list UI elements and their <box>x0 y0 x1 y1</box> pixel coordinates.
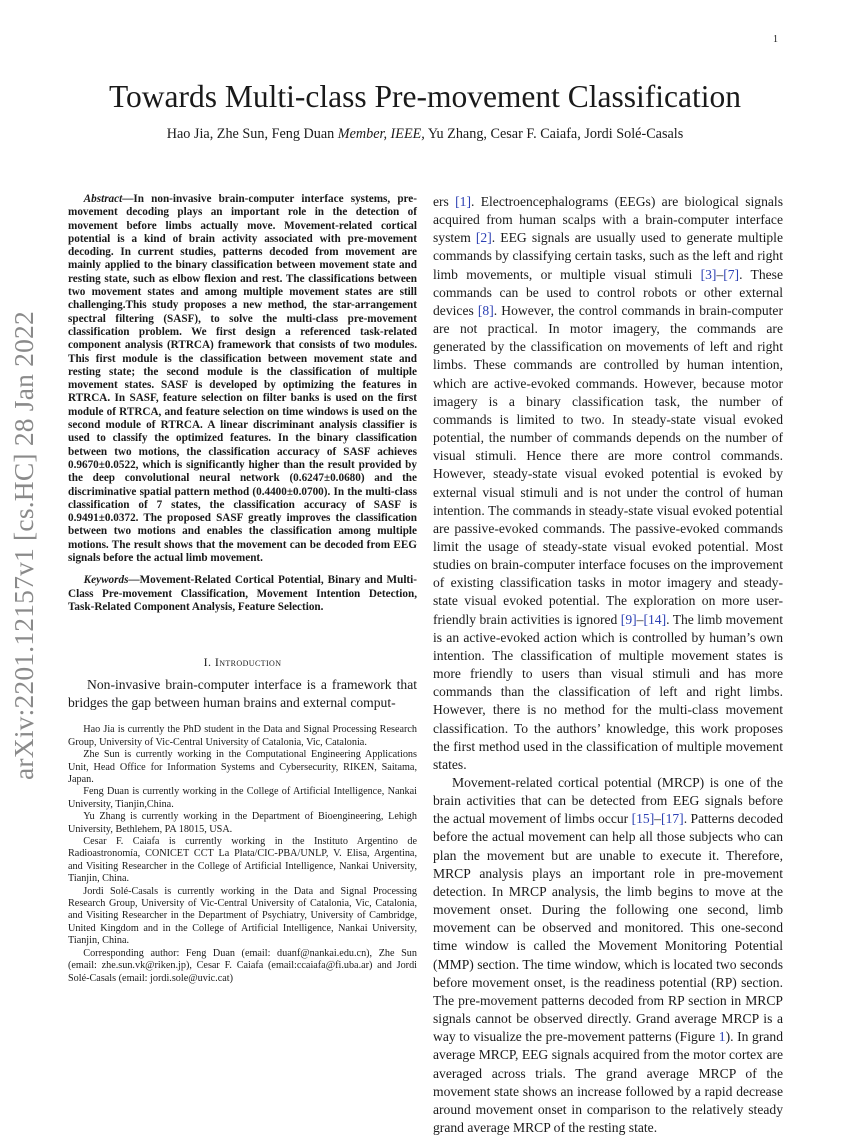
intro-paragraph-start: Non-invasive brain-computer interface is a framework that bridges the gap between human brains and external comput- <box>68 677 417 711</box>
body-paragraph-2 <box>433 774 783 1137</box>
citation-link[interactable]: [9] <box>620 611 637 627</box>
footnote-item: Yu Zhang is currently working in the Department of Bioengineering, Lehigh University, Bethlehem, PA 18015, USA. <box>68 811 417 835</box>
text-run: . Electroencephalograms (EEGs) are biological signals acquired from human scalps with a brain-computer interface system <box>433 194 783 246</box>
citation-link[interactable]: [2] <box>475 230 492 246</box>
section-heading-introduction <box>68 655 417 669</box>
arxiv-identifier-stamp: arXiv:2201.12157v1 [cs.HC] 28 Jan 2022 <box>8 311 39 780</box>
footnote-item: Cesar F. Caiafa is currently working in the Instituto Argentino de Radioastronomía, CONICET CCT La Plata/CIC-PBA/UNLP, V. Elisa, Argentina, and Visiting Researcher in the College of Artificial Intelligence, Nankai University, Tianjin, China. <box>68 836 417 885</box>
citation-link[interactable]: [7] <box>723 266 740 282</box>
text-run: ). In grand average MRCP, EEG signals acquired from the motor cortex are averaged across trials. The grand average MRCP of the movement state shows an increase followed by a rapid decrease around movement onset in comparison to the relatively steady grand average MRCP of the resting state. <box>433 1029 784 1135</box>
authors-part-2: Yu Zhang, Cesar F. Caiafa, Jordi Solé-Casals <box>424 126 684 142</box>
keywords-text: —Movement-Related Cortical Potential, Binary and Multi-Class Pre-movement Classification, Movement Intention Detection, Task-Related Component Analysis, Feature Selection. <box>68 574 417 613</box>
text-run: – <box>636 611 644 627</box>
text-run: – <box>654 811 662 827</box>
abstract-text: —In non-invasive brain-computer interface systems, pre-movement decoding plays an important role in the detection of movement before limbs actually move. Movement-related cortical potential is a kind of brain activity associated with pre-movement decoding. In current studies, patterns decoded from movement are mainly applied to the binary classification between movement state and resting state, such as elbow flexion and rest. The classifications between two movement states and among multiple movement states are still challenging.This study proposes a new method, the star-arrangement spectral filtering (SASF), to solve the multi-class pre-movement classification problem. We first design a referenced task-related component analysis (RTRCA) framework that consists of two modules. This first module is the classification between movement state and resting state; the second module is the classification of multiple movement states. SASF is developed by optimizing the features in RTRCA. In SASF, feature selection on filter banks is used on the first module of RTRCA, and feature selection on time windows is used on the second module of RTRCA. A linear discriminant analysis classifier is used to classify the optimized features. In the binary classification between two motions, the classification accuracy of SASF achieves 0.9670±0.0522, which is significantly higher than the result provided by the deep convolutional neural network (0.6247±0.0680) and the discriminative spatial pattern method (0.4400±0.0700). In the multi-class classification of 7 states, the classification accuracy of SASF is 0.9491±0.0372. The proposed SASF greatly improves the classification between two motions and enables the classification among multiple motions. The result shows that the movement can be decoded from EEG signals before the actual limb movement. <box>68 193 417 565</box>
citation-link[interactable]: [8] <box>477 302 494 318</box>
section-numeral: I. <box>203 655 212 670</box>
author-list <box>0 125 850 143</box>
text-run: ers <box>433 194 456 209</box>
text-run: Movement-related cortical potential (MRCP) is one of the brain activities that can be detected from EEG signals before the actual movement of limbs occur <box>433 775 783 827</box>
abstract-label: Abstract <box>83 193 123 205</box>
footnote-item: Jordi Solé-Casals is currently working in the Data and Signal Processing Research Group, University of Vic-Central University of Catalonia, Vic, Catalonia, and Visiting Researcher in the Department of Psychiatry, University of Cambridge, United Kingdom and in the College of Artificial Intelligence, Nankai University, Tianjin, China. <box>68 885 417 947</box>
footnote-item: Corresponding author: Feng Duan (email: duanf@nankai.edu.cn), Zhe Sun (email: zhe.sun.vk@riken.jp), Cesar F. Caiafa (email:ccaiafa@fi.uba.ar) and Jordi Solé-Casals (email: jordi.sole@uvic.cat) <box>68 947 417 984</box>
text-run: . The limb movement is an active-evoked action which is controlled by human’s own intention. The classification of multiple movement states is more friendly to users than visual stimuli and has more commands than the classification of left and right limbs. However, there is no method for the multi-class movement classification. To the authors’ knowledge, this work proposes the first method used in the classification of multiple movement states. <box>433 611 783 772</box>
text-run: . However, the control commands in brain-computer are not practical. In motor imagery, the commands are generated by the classification on movements of left and right limbs. These commands are controlled by human intention, which are active-evoked commands. However, because motor imagery is a binary classification task, the number of commands is limited to two. In steady-state visual evoked potential, the number of commands depends on the number of visual stimuli. Hence there are more control commands. However, steady-state visual evoked potential is evoked by external visual stimuli and is not under the control of human intention. The commands in steady-state visual evoked potential are passive-evoked commands. The passive-evoked commands limit the usage of steady-state visual evoked potential. Most studies on brain-computer interface focuses on the improvement of existing classification tasks in motor imagery and steady-state visual evoked potential. The exploration on more user-friendly brain activities is ignored <box>433 302 783 627</box>
left-column <box>68 193 417 985</box>
footnote-item: Feng Duan is currently working in the College of Artificial Intelligence, Nankai University, Tianjin,China. <box>68 786 417 810</box>
citation-link[interactable]: [14] <box>643 611 667 627</box>
citation-link[interactable]: [3] <box>700 266 717 282</box>
citation-link[interactable]: [17] <box>661 811 684 827</box>
page-number: 1 <box>773 34 778 45</box>
keywords-label: Keywords <box>83 574 129 587</box>
footnote-item: Hao Jia is currently the PhD student in the Data and Signal Processing Research Group, University of Vic-Central University of Catalonia, Vic, Catalonia. <box>68 724 417 748</box>
section-title: Introduction <box>214 655 282 670</box>
footnote-item: Zhe Sun is currently working in the Computational Engineering Applications Unit, Head Office for Information Systems and Cybersecurity, RIKEN, Saitama, Japan. <box>68 749 417 786</box>
abstract <box>68 193 417 565</box>
citation-link[interactable]: [1] <box>455 194 472 209</box>
authors-member-note: Member, IEEE, <box>337 126 425 142</box>
body-paragraph-1 <box>433 193 783 774</box>
paper-title: Towards Multi-class Pre-movement Classification <box>108 79 742 114</box>
text-run: . These commands can be used to control robots or other external devices <box>433 266 783 318</box>
right-column <box>433 193 783 1137</box>
keywords <box>68 574 417 614</box>
authors-part-1: Hao Jia, Zhe Sun, Feng Duan <box>166 126 338 142</box>
text-run: . Patterns decoded before the actual movement can help all those subjects who can plan the movement but are unable to execute it. Therefore, MRCP analysis plays an important role in pre-movement detection. In MRCP analysis, the limb begins to move at the movement onset. During the following one second, limb movement can be observed and monitored. This one-second time window is called the Movement Monitoring Potential (MMP) section. The time window, which is located two seconds before movement onset, is the readiness potential (RP) section. The pre-movement patterns decoded from RP section in MRCP signals cannot be observed directly. Grand average MRCP is a way to visualize the pre-movement patterns (Figure <box>433 811 783 1045</box>
citation-link[interactable]: [15] <box>631 811 655 827</box>
figure-reference-link[interactable]: 1 <box>718 1029 726 1045</box>
author-footnotes <box>68 724 417 985</box>
text-run: – <box>716 266 724 282</box>
text-run: . EEG signals are usually used to generate multiple commands by classifying certain tasks, such as the left and right limb movements, or multiple visual stimuli <box>433 230 783 282</box>
